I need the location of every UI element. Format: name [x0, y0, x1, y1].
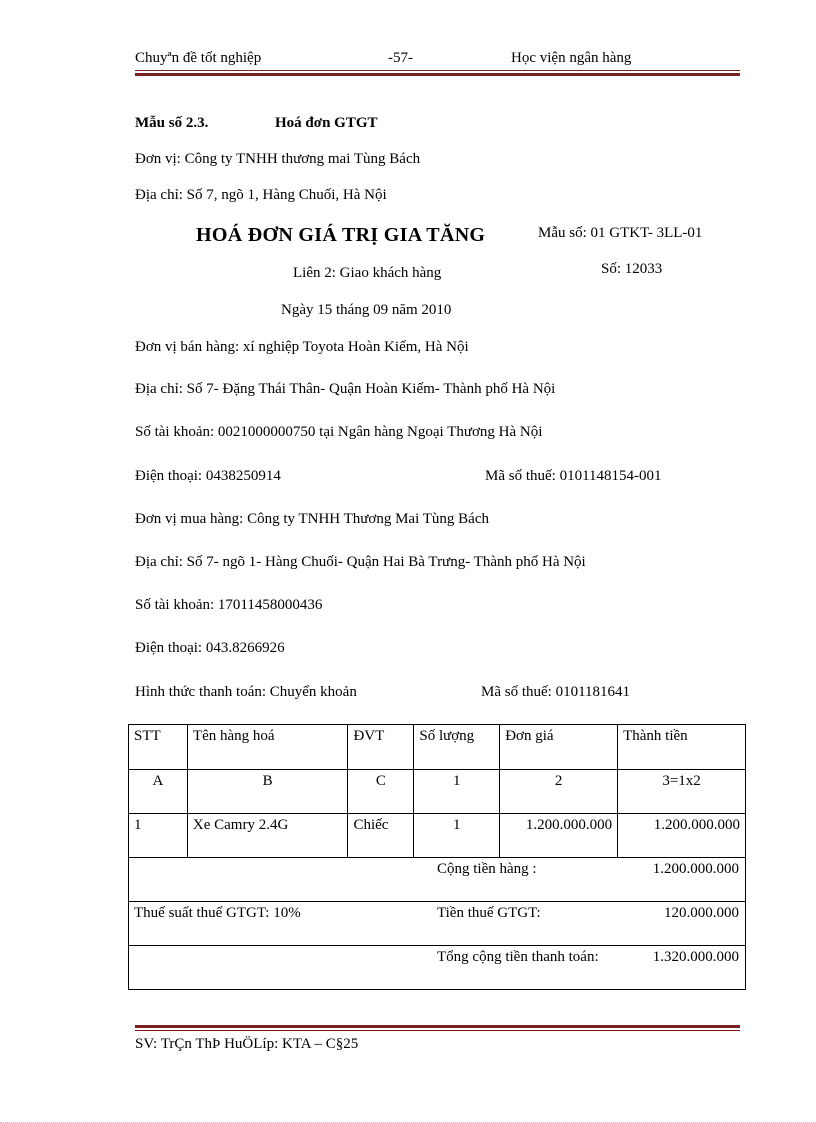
header-right: Học viện ngân hàng — [511, 50, 632, 66]
header-rule-thick — [135, 73, 740, 76]
header-cell: STT — [129, 725, 188, 770]
code-cell: B — [187, 770, 348, 814]
buyer-account: Số tài khoản: 17011458000436 — [135, 597, 323, 613]
invoice-copy: Liên 2: Giao khách hàng — [293, 265, 442, 281]
subtotal-value: 1.200.000.000 — [652, 861, 739, 877]
row-cell: 1.200.000.000 — [618, 814, 746, 858]
total-row — [129, 946, 746, 990]
vat-label: Tiền thuế GTGT: — [437, 905, 541, 921]
form-name: Hoá đơn GTGT — [275, 115, 378, 131]
footer-student: SV: TrÇn ThÞ HuÖLíp: KTA – C§25 — [135, 1036, 359, 1052]
subtotal-row — [129, 858, 746, 902]
code-cell: 1 — [414, 770, 500, 814]
total-label: Tổng cộng tiền thanh toán: — [437, 949, 599, 965]
buyer-address: Địa chỉ: Số 7- ngõ 1- Hàng Chuối- Quận Hai Bà Trưng- Thành phố Hà Nội — [135, 554, 586, 570]
code-cell: A — [129, 770, 188, 814]
total-cell — [129, 946, 746, 990]
footer-rule-thin — [135, 1030, 740, 1031]
seller-name: Đơn vị bán hàng: xí nghiệp Toyota Hoàn Kiếm, Hà Nội — [135, 339, 469, 355]
seller-phone: Điện thoại: 0438250914 — [135, 468, 281, 484]
seller-account: Số tài khoản: 0021000000750 tại Ngân hàng Ngoại Thương Hà Nội — [135, 424, 543, 440]
form-address: Địa chỉ: Số 7, ngõ 1, Hàng Chuối, Hà Nội — [135, 187, 387, 203]
invoice-title: HOÁ ĐƠN GIÁ TRỊ GIA TĂNG — [196, 224, 486, 246]
row-cell: 1 — [129, 814, 188, 858]
subtotal-cell — [129, 858, 746, 902]
invoice-template-no: Mẫu số: 01 GTKT- 3LL-01 — [538, 225, 703, 241]
row-cell: Chiếc — [348, 814, 414, 858]
subtotal-label: Cộng tiền hàng : — [437, 861, 537, 877]
header-rule-thin — [135, 70, 740, 71]
vat-cell — [129, 902, 746, 946]
row-cell: 1.200.000.000 — [500, 814, 618, 858]
code-cell: C — [348, 770, 414, 814]
header-cell: Đơn giá — [500, 725, 618, 770]
header-cell: ĐVT — [348, 725, 414, 770]
invoice-number: Số: 12033 — [601, 261, 663, 277]
code-cell: 3=1x2 — [618, 770, 746, 814]
buyer-phone: Điện thoại: 043.8266926 — [135, 640, 285, 656]
buyer-tax-code: Mã số thuế: 0101181641 — [481, 684, 631, 700]
page-number: -57- — [388, 50, 413, 66]
invoice-date: Ngày 15 tháng 09 năm 2010 — [281, 302, 452, 318]
table-row — [129, 814, 746, 858]
header-cell: Tên hàng hoá — [187, 725, 348, 770]
vat-rate: Thuế suất thuế GTGT: 10% — [134, 905, 301, 921]
code-cell: 2 — [500, 770, 618, 814]
table-header-row — [129, 725, 746, 770]
vat-row — [129, 902, 746, 946]
row-cell: 1 — [414, 814, 500, 858]
buyer-payment: Hình thức thanh toán: Chuyển khoản — [135, 684, 357, 700]
buyer-name: Đơn vị mua hàng: Công ty TNHH Thương Mai Tùng Bách — [135, 511, 489, 527]
table-code-row — [129, 770, 746, 814]
form-unit: Đơn vị: Công ty TNHH thương mai Tùng Bách — [135, 151, 421, 167]
form-number: Mẫu số 2.3. — [135, 115, 209, 131]
header-left: Chuyªn đề tốt nghiệp — [135, 50, 262, 66]
invoice-table — [128, 724, 746, 990]
seller-address: Địa chỉ: Số 7- Đặng Thái Thân- Quận Hoàn Kiếm- Thành phố Hà Nội — [135, 381, 556, 397]
seller-tax-code: Mã số thuế: 0101148154-001 — [485, 468, 662, 484]
vat-value: 120.000.000 — [664, 905, 739, 921]
footer-rule-thick — [135, 1025, 740, 1028]
total-value: 1.320.000.000 — [652, 949, 739, 965]
header-cell: Số lượng — [414, 725, 500, 770]
header-cell: Thành tiền — [618, 725, 746, 770]
row-cell: Xe Camry 2.4G — [187, 814, 348, 858]
